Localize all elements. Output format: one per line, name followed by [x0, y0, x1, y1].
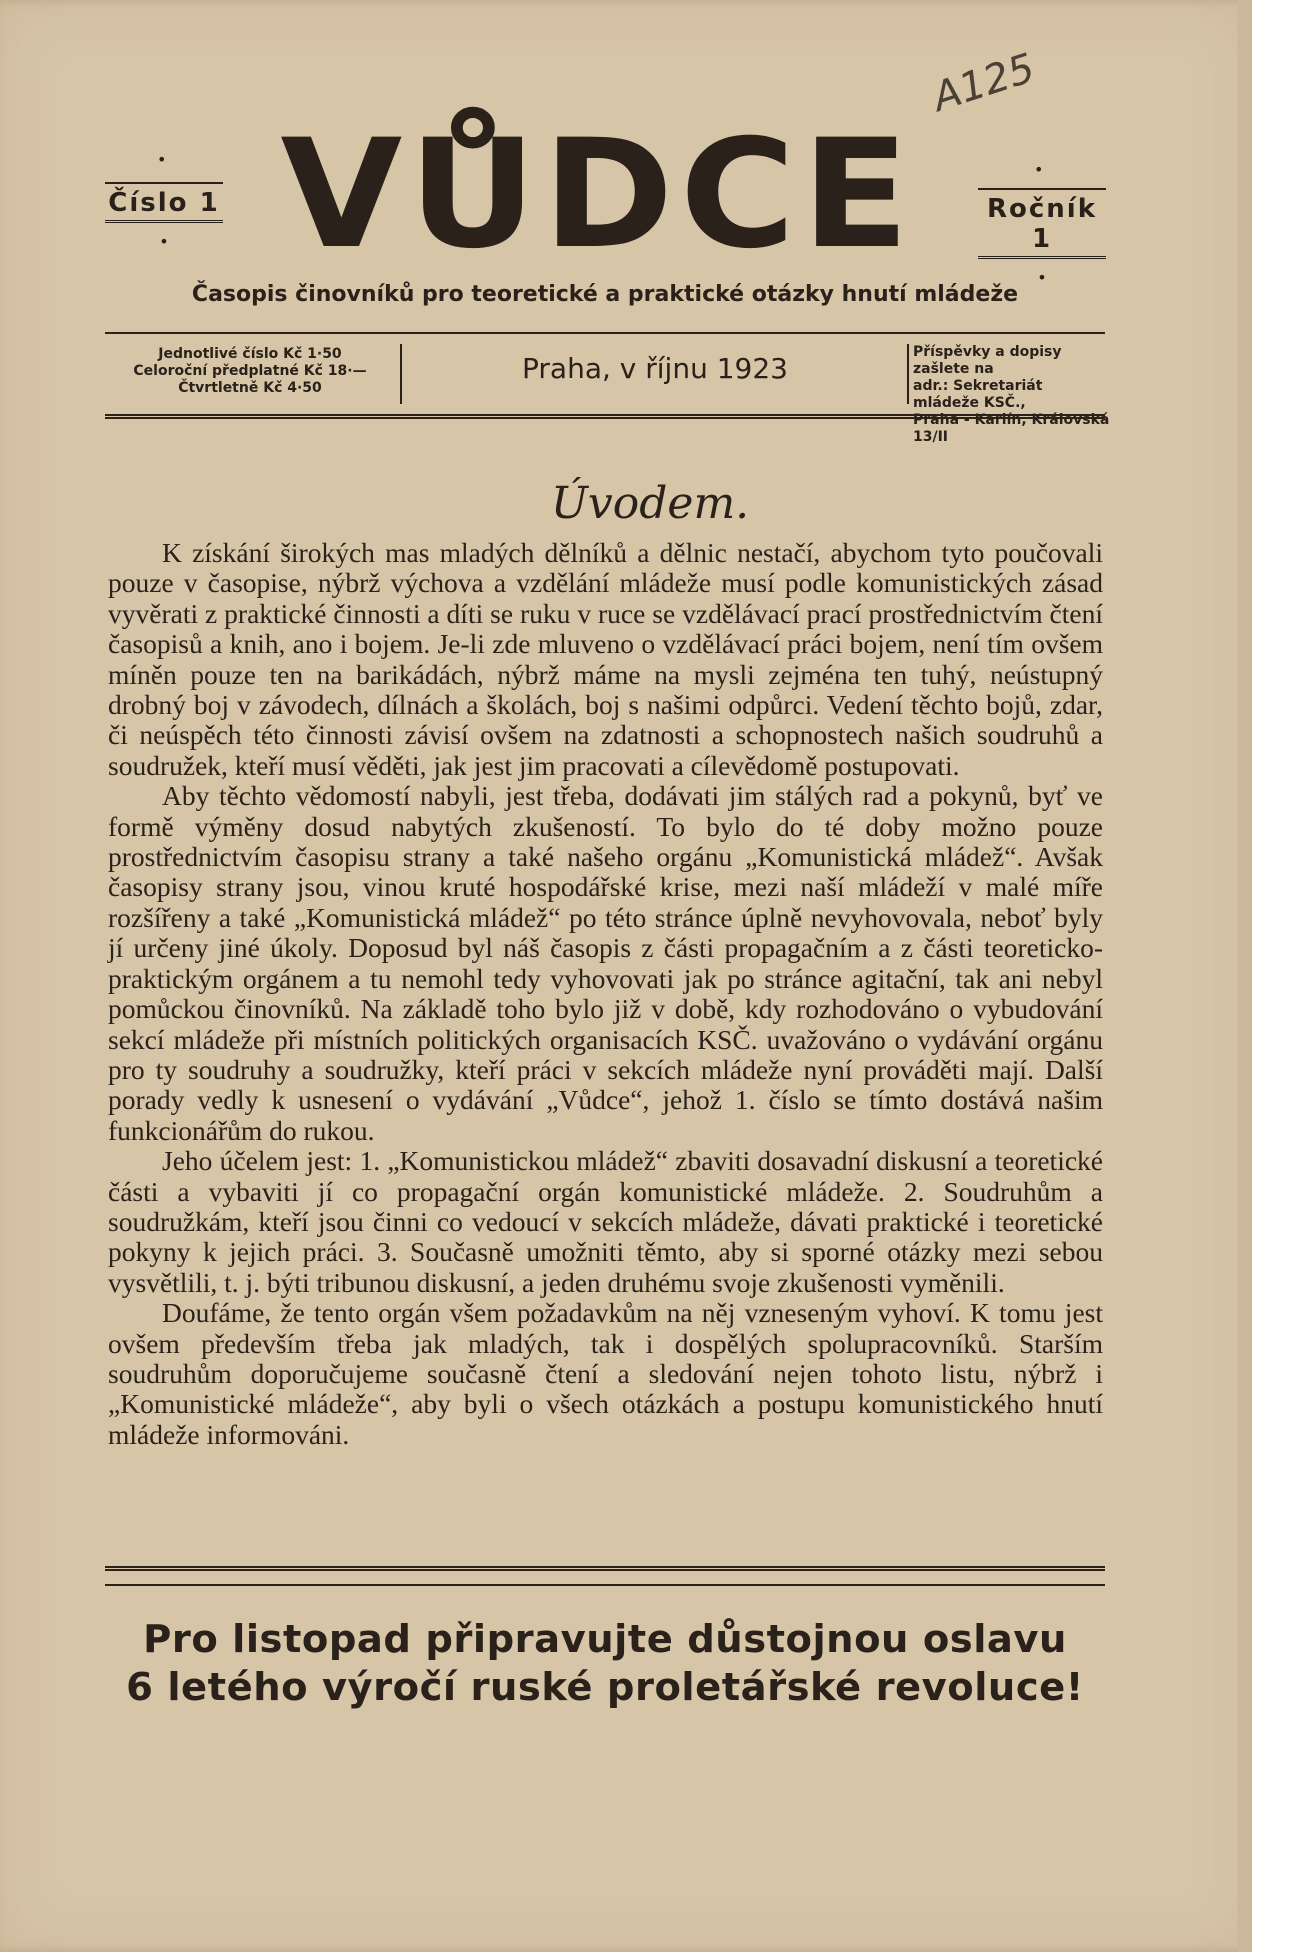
article-paragraph: K získání širokých mas mladých dělníků a dělnic nestačí, abychom tyto poučovali pouze v časopise, nýbrž výchova a vzdělání mládeže musí podle komunistických zásad vyvěrati z praktické činnosti a díti se ruku v ruce se vzdělávací prací prostřednictvím čtení časopisů a knih, ano i bojem. Je-li zde mluveno o vzdělávací práci bojem, není tím ovšem míněn pouze ten na barikádách, nýbrž máme na mysli zejména ten tuhý, neústupný drobný boj v závodech, dílnách a školách, boj s našimi odpůrci. Vedení těchto bojů, zdar, či neúspěch této činnosti závisí ovšem na zdatnosti a schopnostech našich soudruhů a soudružek, kteří musí věděti, jak jest jim pracovati a cílevědomě postupovati.: [108, 537, 1103, 781]
volume-label: Ročník 1: [986, 194, 1097, 254]
divider: [105, 1584, 1105, 1586]
star-ornament-icon: •: [1037, 268, 1047, 287]
star-ornament-icon: •: [157, 150, 167, 169]
volume-number-block: [978, 160, 1106, 287]
price-line: Čtvrtletně Kč 4·50: [178, 380, 322, 396]
slogan-line: 6 letého výročí ruské proletářské revoluce!: [126, 1665, 1084, 1710]
divider: [907, 344, 909, 404]
slogan-line: Pro listopad připravujte důstojnou oslavu: [143, 1617, 1067, 1662]
article-paragraph: Aby těchto vědomostí nabyli, jest třeba, dodávati jim stálých rad a pokynů, byť ve formě výměny dosud nabytých zkušeností. To bylo do té doby možno pouze prostřednictvím časopisu strany a také našeho orgánu „Komunistická mládež“. Avšak časopisy strany jsou, vinou kruté hospodářské krise, mezi naší mládeží v malé míře rozšířeny a také „Komunistická mládež“ po této stránce úplně nevyhovovala, neboť byly jí určeny jiné úkoly. Doposud byl náš časopis z části propagačním a z části teoreticko-praktickým orgánem a tu nemohl tedy vyhovovati jak po stránce agitační, tak ani nebyl pomůckou činovníků. Na základě toho bylo již v době, kdy rozhodováno o vybudování sekcí mládeže při místních politických organisacích KSČ. uvažováno o vydávání orgánu pro ty soudruhy a soudružky, kteří práci v sekcích mládeže nyní prováděti mají. Další porady vedly k usnesení o vydávání „Vůdce“, jehož 1. číslo se tímto dostává našim funkcionářům do rukou.: [108, 780, 1103, 1146]
info-bar: [105, 332, 1110, 445]
divider: [105, 332, 1105, 334]
article-body: [108, 538, 1103, 1450]
handwritten-note: A125: [927, 45, 1041, 121]
price-line: Celoroční předplatné Kč 18·—: [133, 363, 367, 379]
article-paragraph: Jeho účelem jest: 1. „Komunistickou mládež“ zbaviti dosavadní diskusní a teoretické části a vybaviti jí co propagační orgán komunistické mládeže. 2. Soudruhům a soudružkám, kteří jsou činni co vedoucí v sekcích mládeže, dávati praktické i teoretické pokyny k jejich práci. 3. Současně umožniti těmto, aby si sporné otázky mezi sebou vysvětlili, t. j. býti tribunou diskusní, a jeden druhému svoje zkušenosti vyměnili.: [108, 1145, 1103, 1298]
masthead-title: VŮDCE: [280, 108, 916, 282]
contact-line: adr.: Sekretariát mládeže KSČ.,: [913, 378, 1043, 411]
divider: [105, 1566, 1105, 1575]
issue-label: Číslo 1: [108, 188, 220, 218]
star-ornament-icon: •: [159, 232, 169, 251]
footer-slogan: [100, 1616, 1110, 1712]
contact-line: Příspěvky a dopisy zašlete na: [913, 344, 1062, 377]
page-edge: [1238, 0, 1252, 1952]
divider: [105, 414, 1105, 423]
contact-line: Praha - Karlín, Královská 13/II: [913, 412, 1110, 445]
divider: [105, 220, 223, 226]
article-title: Úvodem.: [550, 478, 750, 529]
divider: [978, 256, 1106, 262]
masthead-subtitle: Časopis činovníků pro teoretické a praktické otázky hnutí mládeže: [191, 282, 1019, 307]
price-line: Jednotlivé číslo Kč 1·50: [158, 346, 342, 362]
article-paragraph: Doufáme, že tento orgán všem požadavkům na něj vzneseným vyhoví. K tomu jest ovšem především třeba jak mladých, tak i dospělých spolupracovníků. Starším soudruhům doporučujeme současně čtení a sledování nejen tohoto listu, nýbrž i „Komunistické mládeže“, aby byli o všech otázkách a postupu komunistického hnutí mládeže informováni.: [108, 1297, 1103, 1450]
contact-info: [913, 344, 1113, 446]
issue-number-block: [105, 150, 223, 251]
divider: [400, 344, 402, 404]
star-ornament-icon: •: [1034, 160, 1044, 179]
place-date: Praha, v říjnu 1923: [522, 352, 788, 385]
subscription-prices: [105, 346, 395, 397]
